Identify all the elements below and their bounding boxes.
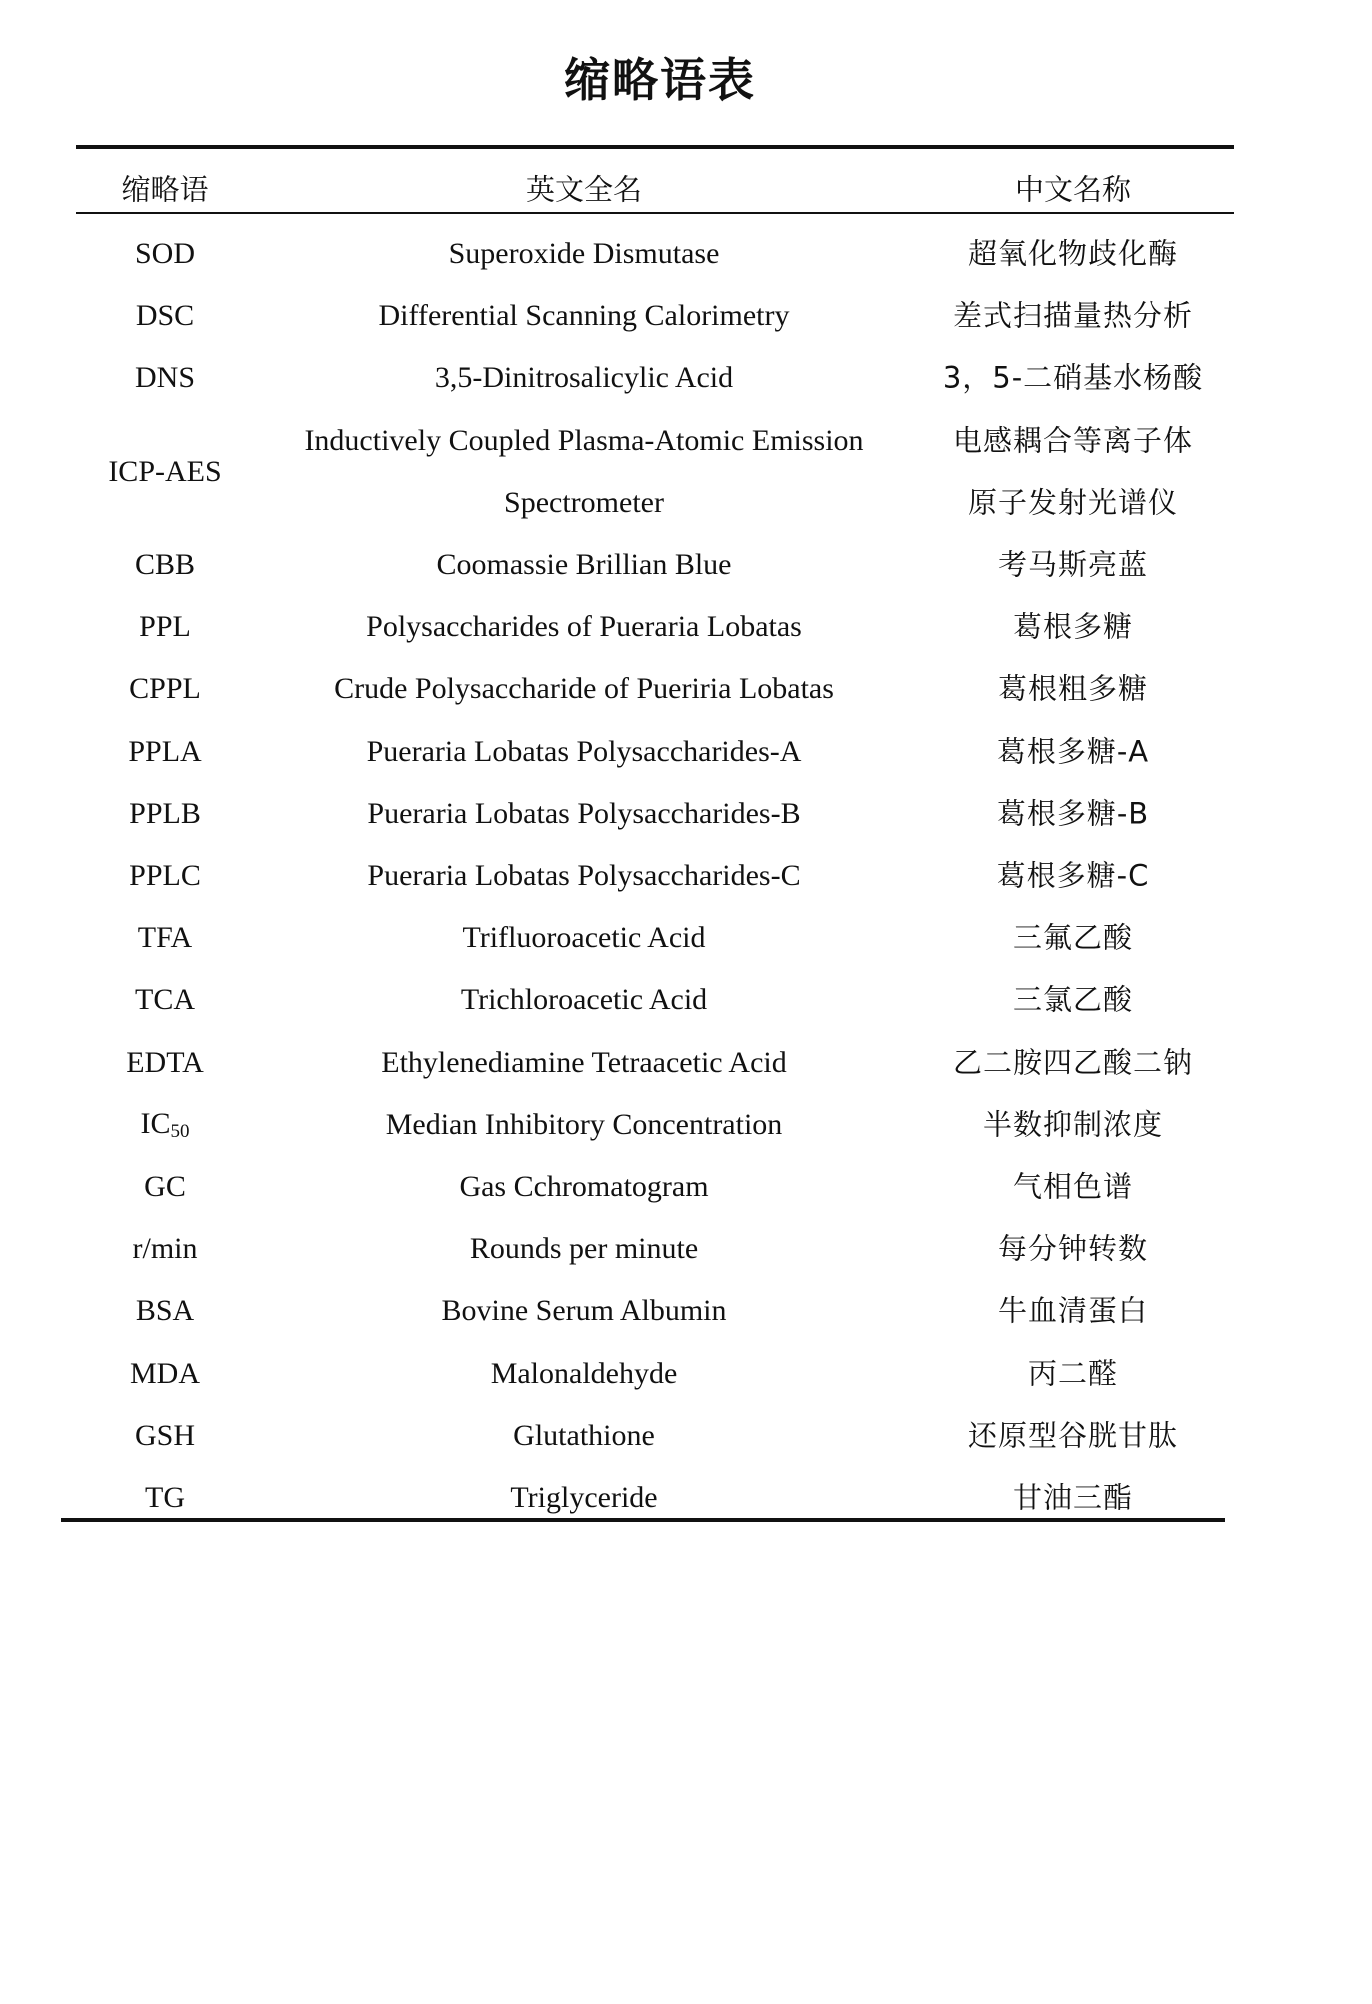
header-abbreviation: 缩略语 [121, 172, 209, 207]
english-name-cell: Differential Scanning Calorimetry [378, 299, 790, 333]
chinese-name-cell: 差式扫描量热分析 [952, 298, 1194, 333]
english-name-cell: Coomassie Brillian Blue [436, 548, 732, 581]
english-name-cell-line2: Spectrometer [504, 485, 664, 519]
abbreviation-cell: CBB [134, 548, 196, 581]
abbreviation-cell: CPPL [129, 672, 201, 706]
english-name-cell: Glutathione [513, 1418, 655, 1452]
english-name-cell: Superoxide Dismutase [448, 237, 720, 270]
english-name-cell: Trifluoroacetic Acid [462, 921, 706, 955]
chinese-name-cell: 甘油三酯 [1012, 1480, 1134, 1515]
english-name-cell: Inductively Coupled Plasma-Atomic Emission [304, 423, 864, 457]
header-english-name: 英文全名 [525, 172, 643, 207]
english-name-cell: Trichloroacetic Acid [460, 983, 708, 1017]
english-name-cell: Gas Cchromatogram [459, 1170, 709, 1203]
table-header-rule [76, 212, 1234, 214]
chinese-name-cell: 丙二醛 [1027, 1356, 1119, 1391]
english-name-cell: Malonaldehyde [490, 1356, 678, 1390]
chinese-name-cell: 葛根多糖-C [996, 858, 1150, 893]
chinese-name-cell-line2: 原子发射光谱仪 [967, 485, 1179, 520]
chinese-name-cell: 葛根多糖-B [996, 796, 1150, 831]
abbreviation-cell: DNS [134, 361, 196, 395]
chinese-name-cell: 半数抑制浓度 [982, 1107, 1164, 1142]
abbreviation-cell: GSH [134, 1418, 196, 1452]
english-name-cell: 3,5-Dinitrosalicylic Acid [434, 361, 734, 395]
chinese-name-cell: 气相色谱 [1012, 1169, 1134, 1204]
chinese-name-cell: 三氟乙酸 [1012, 920, 1134, 955]
abbreviation-cell: TCA [135, 983, 195, 1017]
header-chinese-name: 中文名称 [1014, 172, 1132, 207]
english-name-cell: Bovine Serum Albumin [441, 1294, 727, 1328]
abbreviation-cell: TFA [137, 921, 193, 955]
abbreviation-cell: ICP-AES [108, 454, 222, 488]
chinese-name-cell: 葛根粗多糖 [997, 671, 1149, 706]
abbreviation-cell: MDA [129, 1356, 201, 1390]
abbreviation-cell: DSC [135, 299, 195, 333]
english-name-cell: Polysaccharides of Pueraria Lobatas [366, 610, 802, 644]
chinese-name-cell: 三氯乙酸 [1012, 982, 1134, 1017]
english-name-cell: Median Inhibitory Concentration [385, 1107, 783, 1141]
english-name-cell: Ethylenediamine Tetraacetic Acid [381, 1045, 787, 1079]
abbreviation-cell: PPLA [128, 734, 202, 768]
page-title: 缩略语表 [564, 53, 756, 107]
abbreviation-cell: TG [145, 1481, 185, 1514]
abbreviation-cell: BSA [135, 1294, 195, 1328]
abbreviation-cell: r/min [132, 1232, 198, 1266]
chinese-name-cell: 乙二胺四乙酸二钠 [952, 1045, 1194, 1080]
chinese-name-cell: 葛根多糖-A [996, 734, 1150, 769]
chinese-name-cell: 葛根多糖 [1012, 609, 1134, 644]
chinese-name-cell: 超氧化物歧化酶 [967, 236, 1179, 271]
table-top-rule [76, 145, 1234, 149]
table-bottom-rule [61, 1518, 1225, 1522]
english-name-cell: Triglyceride [510, 1481, 658, 1514]
abbreviation-cell: PPLC [129, 859, 201, 892]
chinese-name-cell: 牛血清蛋白 [997, 1293, 1149, 1328]
english-name-cell: Pueraria Lobatas Polysaccharides-A [366, 734, 802, 768]
english-name-cell: Pueraria Lobatas Polysaccharides-C [367, 859, 801, 892]
chinese-name-cell: 考马斯亮蓝 [997, 547, 1149, 582]
abbreviation-cell: PPL [139, 610, 191, 644]
chinese-name-cell: 每分钟转数 [997, 1231, 1149, 1266]
abbreviation-cell [140, 1106, 190, 1142]
abbreviation-cell: PPLB [129, 796, 201, 830]
abbreviation-text: IC [140, 1106, 171, 1140]
english-name-cell: Crude Polysaccharide of Pueriria Lobatas [334, 672, 834, 706]
abbreviation-cell: SOD [134, 237, 196, 270]
english-name-cell: Rounds per minute [469, 1232, 699, 1266]
chinese-name-cell: 还原型谷胱甘肽 [967, 1418, 1179, 1453]
chinese-name-cell: 电感耦合等离子体 [952, 423, 1194, 458]
chinese-name-cell: 3，5-二硝基水杨酸 [942, 360, 1204, 395]
abbreviation-subscript: 50 [170, 1120, 190, 1142]
abbreviation-cell: EDTA [126, 1045, 204, 1079]
english-name-cell: Pueraria Lobatas Polysaccharides-B [367, 796, 801, 830]
abbreviation-cell: GC [144, 1170, 186, 1203]
